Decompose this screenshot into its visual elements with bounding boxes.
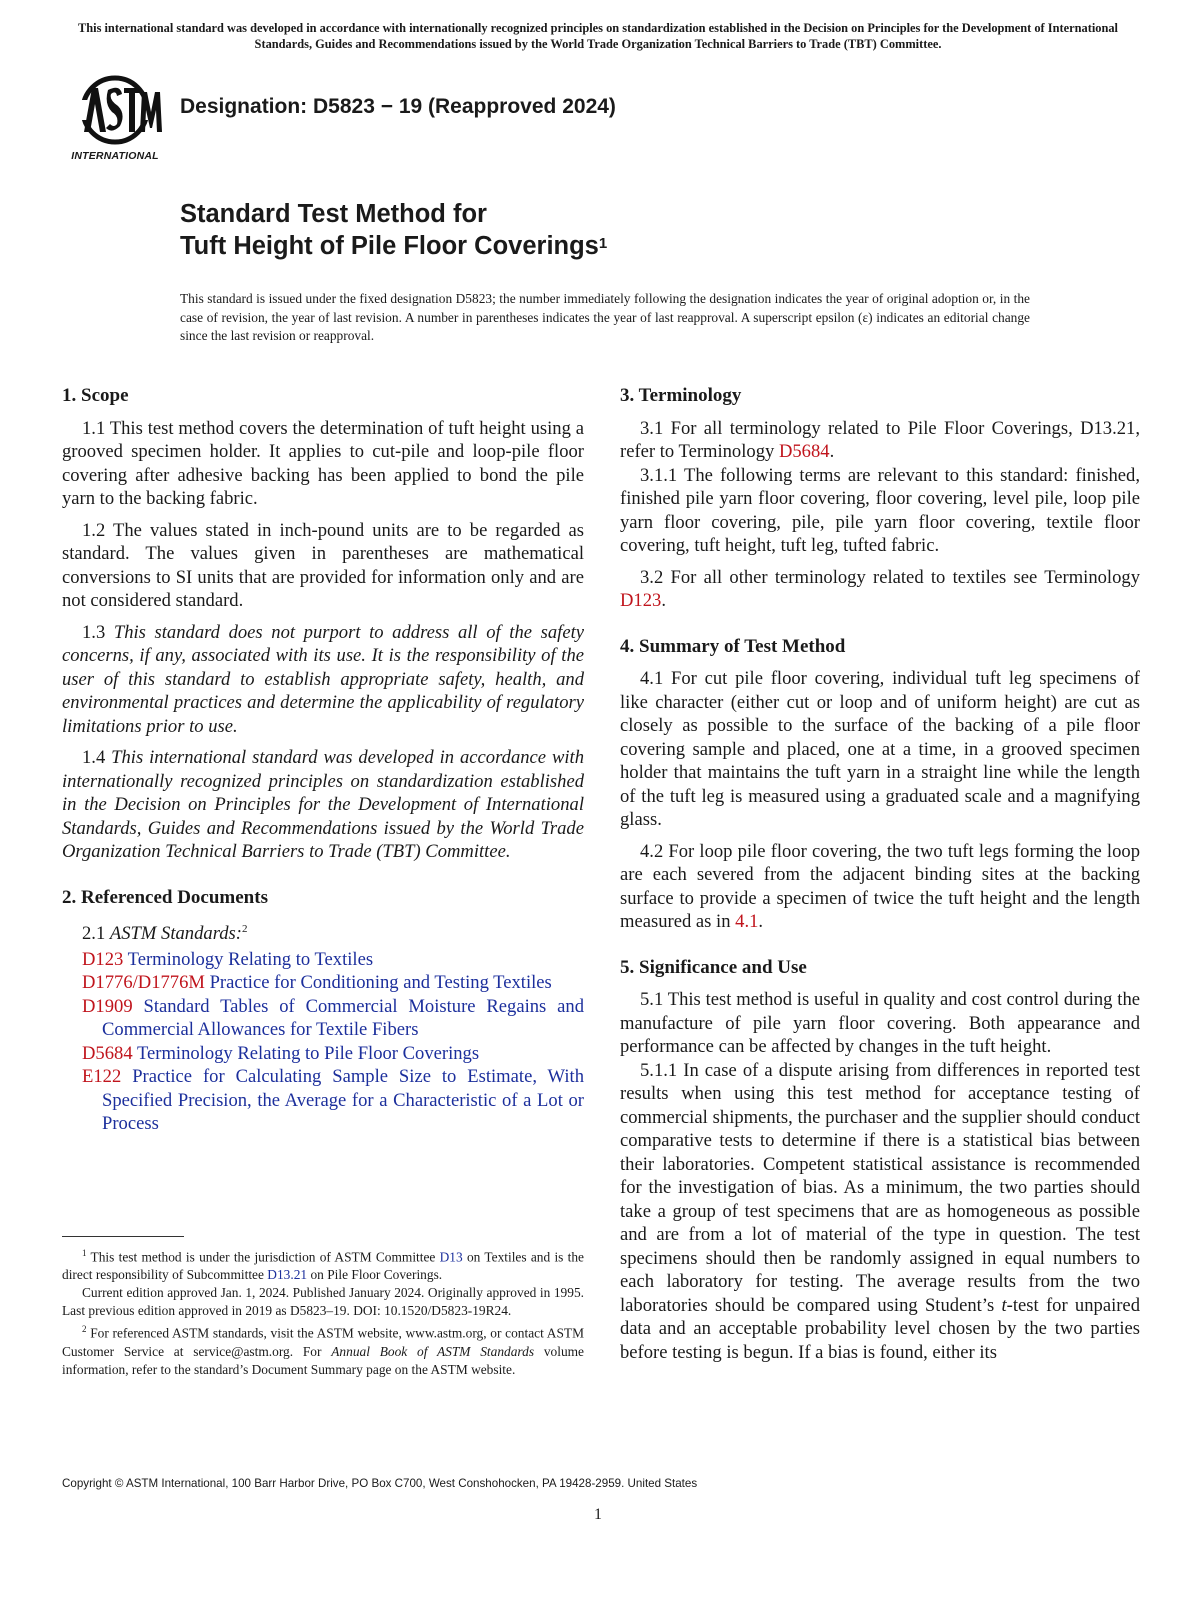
reference-code[interactable]: D1776/D1776M — [82, 972, 205, 994]
reference-code[interactable]: D1909 — [82, 995, 133, 1017]
para-1-3: 1.3 This standard does not purport to address all of the safety concerns, if any, associated with its use. It is the responsibility of the user of this standard to establish appropriate safety, health, and environmental practices and determine the applicability of regulatory limitations prior to use. — [62, 621, 584, 737]
reference-code[interactable]: D123 — [82, 948, 124, 970]
astm-standards-subhead: 2.1 ASTM Standards:$^2$ — [82, 923, 248, 945]
footnote-divider — [62, 1236, 184, 1237]
reference-title[interactable]: Terminology Relating to Textiles — [127, 948, 374, 970]
reference-item[interactable] — [62, 971, 584, 995]
astm-logo-mark — [62, 70, 168, 150]
committee-link[interactable]: D13 — [439, 1249, 463, 1265]
link-section-4-1[interactable]: 4.1 — [735, 911, 759, 932]
para-3-1-1: 3.1.1 The following terms are relevant to this standard: finished, finished pile yarn floor covering, floor covering, level pile, loop pile yarn floor covering, pile, pile yarn floor covering, textile floor covering, tuft height, tuft leg, tufted fabric. — [620, 464, 1140, 556]
para-4-2: 4.2 For loop pile floor covering, the two tuft legs forming the loop are each severed from the adjacent binding sites at the backing surface to provide a specimen of twice the tuft height and the length measured as in 4.1. — [620, 840, 1140, 932]
left-column — [62, 384, 584, 1136]
para-3-2: 3.2 For all other terminology related to textiles see Terminology D123. — [620, 566, 1140, 611]
reference-title[interactable]: Standard Tables of Commercial Moisture Regains and Commercial Allowances for Textile Fibers — [102, 995, 584, 1041]
subcommittee-link[interactable]: D13.21 — [267, 1267, 308, 1283]
astm-logo — [62, 70, 168, 166]
reference-title[interactable]: Practice for Calculating Sample Size to Estimate, With Specified Precision, the Average for a Characteristic of a Lot or Process — [102, 1066, 584, 1135]
right-column — [620, 384, 1140, 1372]
para-1-1: 1.1 This test method covers the determination of tuft height using a grooved specimen holder. It applies to cut-pile and loop-pile floor covering after adhesive backing has been applied to bond the pile yarn to the backing fabric. — [62, 417, 584, 509]
reference-item[interactable] — [62, 995, 584, 1042]
para-3-1: 3.1 For all terminology related to Pile Floor Coverings, D13.21, refer to Terminology D5684. — [620, 417, 1140, 462]
title-line-2: Tuft Height of Pile Floor Coverings$^1$ — [180, 232, 608, 260]
reference-code[interactable]: E122 — [82, 1066, 122, 1088]
reference-item[interactable] — [62, 1042, 584, 1066]
footnote-2: $^2$ For referenced ASTM standards, visit the ASTM website, www.astm.org, or contact ASTM Customer Service at service@astm.org. For Annual Book of ASTM Standards volume information, refer to the standard’s Document Summary page on the ASTM website. — [62, 1324, 584, 1377]
section-heading-referenced: 2. Referenced Documents — [62, 886, 268, 908]
link-d5684[interactable]: D5684 — [778, 441, 830, 462]
para-4-1: 4.1 For cut pile floor covering, individual tuft leg specimens of like character (either cut or loop and of uniform height) are cut as closely as possible to the surface of the backing of a pile floor covering sample and placed, one at a time, in a grooved specimen holder that maintains the tuft yarn in a straight line while the length of the tuft leg is measured using a graduated scale and a magnifying glass. — [620, 668, 1140, 830]
reference-title[interactable]: Terminology Relating to Pile Floor Coverings — [136, 1042, 480, 1064]
reference-code[interactable]: D5684 — [82, 1042, 133, 1064]
designation: Designation: D5823 − 19 (Reapproved 2024) — [180, 95, 616, 118]
para-5-1: 5.1 This test method is useful in quality and cost control during the manufacture of pile yarn floor covering. Both appearance and performance can be affected by changes in the tuft height. — [620, 989, 1140, 1057]
para-5-1-1: 5.1.1 In case of a dispute arising from differences in reported test results when using this test method for acceptance testing of commercial shipments, the purchaser and the supplier should conduct comparative tests to determine if there is a statistical bias between their laboratories. Competent statistical assistance is recommended for the investigation of bias. As a minimum, the two parties should take a group of test specimens that are as homogeneous as possible and are from a lot of material of the type in question. The test specimens should then be randomly assigned in equal numbers to each laboratory for testing. The average results from the two laboratories should be compared using Student’s t-test for unpaired data and an acceptable probability level chosen by the two parties before testing is begun. If a bias is found, either its — [620, 1059, 1140, 1363]
link-d123[interactable]: D123 — [620, 590, 662, 611]
footnote-edition: Current edition approved Jan. 1, 2024. Published January 2024. Originally approved in 1995. Last previous edition approved in 2019 as D5823–19. DOI: 10.1520/D5823-19R24. — [62, 1285, 584, 1319]
reference-list — [62, 948, 584, 1136]
section-heading-terminology: 3. Terminology — [620, 385, 742, 406]
logo-caption: INTERNATIONAL — [71, 150, 159, 162]
title-line-1: Standard Test Method for — [180, 200, 487, 228]
reference-item[interactable] — [62, 1065, 584, 1136]
wto-notice: This international standard was developed in accordance with internationally recognized principles on standardization established in the Decision on Principles for the Development of International Standards, Guides and Recommendations issued by the World Trade Organization Technical Barriers to Trade (TBT) Committee. — [77, 21, 1119, 51]
reference-title[interactable]: Practice for Conditioning and Testing Textiles — [209, 972, 552, 994]
section-heading-significance: 5. Significance and Use — [620, 956, 807, 978]
footnotes — [62, 1244, 584, 1379]
footnote-1: $^1$ This test method is under the jurisdiction of ASTM Committee D13 on Textiles and is the direct responsibility of Subcommittee D13.21 on Pile Floor Coverings. — [62, 1248, 584, 1283]
title-footnote-mark: 1 — [598, 235, 608, 252]
section-heading-scope: 1. Scope — [62, 385, 129, 406]
issued-note: This standard is issued under the fixed designation D5823; the number immediately following the designation indicates the year of original adoption or, in the case of revision, the year of last revision. A number in parentheses indicates the year of last reapproval. A superscript epsilon (ε) indicates an editorial change since the last revision or reapproval. — [180, 291, 1030, 343]
section-heading-summary: 4. Summary of Test Method — [620, 635, 846, 657]
para-1-4: 1.4 This international standard was developed in accordance with internationally recognized principles on standardization established in the Decision on Principles for the Development of International Standards, Guides and Recommendations issued by the World Trade Organization Technical Barriers to Trade (TBT) Committee. — [62, 747, 584, 862]
copyright: Copyright © ASTM International, 100 Barr Harbor Drive, PO Box C700, West Conshohocken, PA 19428-2959. United States — [62, 1477, 698, 1490]
reference-item[interactable] — [62, 948, 584, 972]
page-title — [180, 198, 607, 262]
para-1-2: 1.2 The values stated in inch-pound units are to be regarded as standard. The values given in parentheses are mathematical conversions to SI units that are provided for information only and are not considered standard. — [62, 519, 584, 611]
page-number: 1 — [594, 1506, 602, 1523]
